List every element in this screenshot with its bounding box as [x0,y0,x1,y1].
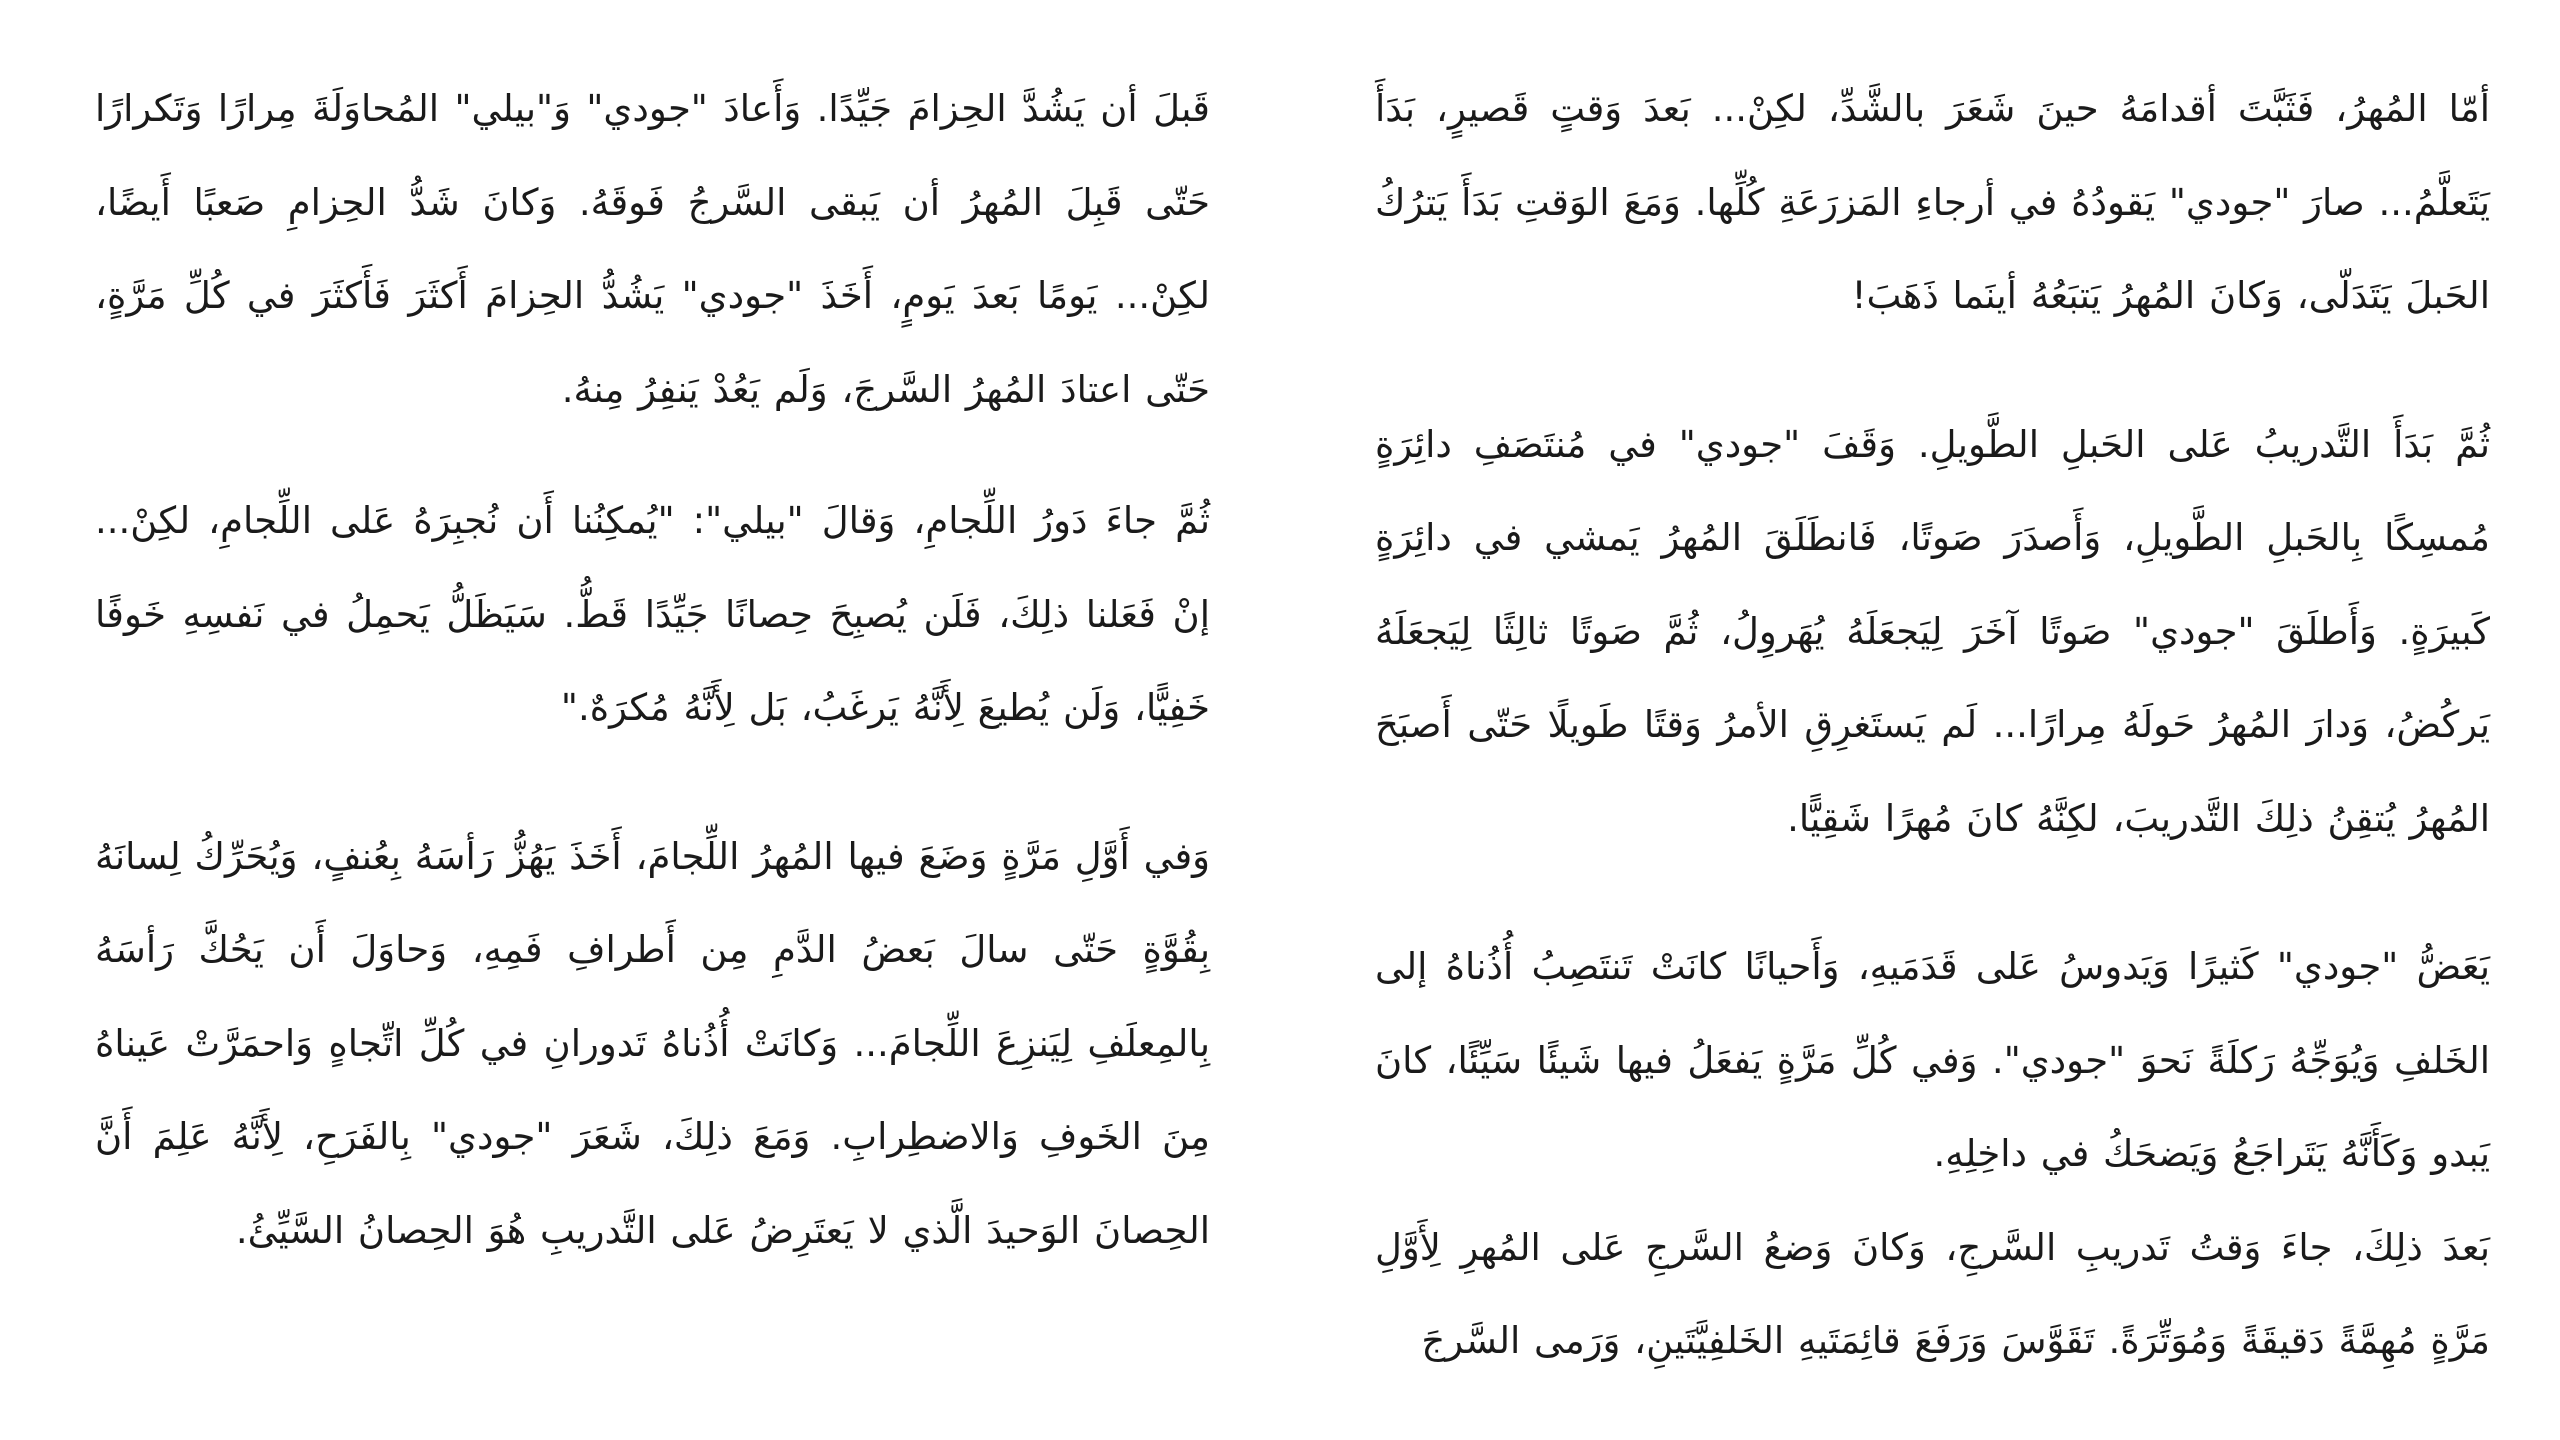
paragraph: يَعَضُّ "جودي" كَثيرًا وَيَدوسُ عَلى قَدَمَيهِ، وَأَحيانًا كانَتْ تَنتَصِبُ أُذُناهُ إلى الخَلفِ وَيُوَجِّهُ رَكلَةً نَحوَ "جودي". وَفي كُلِّ مَرَّةٍ يَفعَلُ فيها شَيئًا سَيِّئًا، كانَ يَبدو وَكَأَنَّهُ يَتَراجَعُ وَيَضحَكُ في داخِلِهِ. [1375,945,2490,1175]
paragraph: قَبلَ أن يَشُدَّ الحِزامَ جَيِّدًا. وَأَعادَ "جودي" وَ"بيلي" المُحاوَلَةَ مِرارًا وَتَكرارًا حَتّى قَبِلَ المُهرُ أن يَبقى السَّرجُ فَوقَهُ. وَكانَ شَدُّ الحِزامِ صَعبًا أَيضًا، لكِنْ... يَومًا بَعدَ يَومٍ، أَخَذَ "جودي" يَشُدُّ الحِزامَ أَكثَرَ فَأَكثَرَ في كُلِّ مَرَّةٍ، حَتّى اعتادَ المُهرُ السَّرجَ، وَلَم يَعُدْ يَنفِرُ مِنهُ. [95,87,1210,411]
paragraph: وَفي أَوَّلِ مَرَّةٍ وَضَعَ فيها المُهرُ اللِّجامَ، أَخَذَ يَهُزُّ رَأسَهُ بِعُنفٍ، وَيُحَرِّكُ لِسانَهُ بِقُوَّةٍ حَتّى سالَ بَعضُ الدَّمِ مِن أَطرافِ فَمِهِ، وَحاوَلَ أَن يَحُكَّ رَأسَهُ بِالمِعلَفِ لِيَنزِعَ اللِّجامَ... وَكانَتْ أُذُناهُ تَدورانِ في كُلِّ اتِّجاهٍ وَاحمَرَّتْ عَيناهُ مِنَ الخَوفِ وَالاضطِرابِ. وَمَعَ ذلِكَ، شَعَرَ "جودي" بِالفَرَحِ، لِأَنَّهُ عَلِمَ أَنَّ الحِصانَ الوَحيدَ الَّذي لا يَعتَرِضُ عَلى التَّدريبِ هُوَ الحِصانُ السَّيِّئُ. [95,834,1210,1252]
paragraph: أمّا المُهرُ، فَثَبَّتَ أقدامَهُ حينَ شَعَرَ بالشَّدِّ، لكِنْ... بَعدَ وَقتٍ قَصيرٍ، بَدَأَ يَتَعلَّمُ... صارَ "جودي" يَقودُهُ في أرجاءِ المَزرَعَةِ كُلِّها. وَمَعَ الوَقتِ بَدَأَ يَترُكُ الحَبلَ يَتَدَلّى، وَكانَ المُهرُ يَتبَعُهُ أينَما ذَهَبَ! [1375,87,2490,317]
paragraph: بَعدَ ذلِكَ، جاءَ وَقتُ تَدريبِ السَّرجِ، وَكانَ وَضعُ السَّرجِ عَلى المُهرِ لِأَوَّلِ مَرَّةٍ مُهِمَّةً دَقيقَةً وَمُوَتِّرَةً. تَقَوَّسَ وَرَفَعَ قائِمَتَيهِ الخَلفِيَّتَينِ، وَرَمى السَّرجَ [1375,1225,2490,1362]
paragraph: ثُمَّ جاءَ دَورُ اللِّجامِ، وَقالَ "بيلي": "يُمكِنُنا أَن نُجبِرَهُ عَلى اللِّجامِ، لكِنْ... إنْ فَعَلنا ذلِكَ، فَلَن يُصبِحَ حِصانًا جَيِّدًا قَطُّ. سَيَظَلُّ يَحمِلُ في نَفسِهِ خَوفًا خَفِيًّا، وَلَن يُطيعَ لِأَنَّهُ يَرغَبُ، بَل لِأَنَّهُ مُكرَهٌ." [95,499,1210,729]
paragraph: ثُمَّ بَدَأَ التَّدريبُ عَلى الحَبلِ الطَّويلِ. وَقَفَ "جودي" في مُنتَصَفِ دائِرَةٍ مُمسِكًا بِالحَبلِ الطَّويلِ، وَأَصدَرَ صَوتًا، فَانطَلَقَ المُهرُ يَمشي في دائِرَةٍ كَبيرَةٍ. وَأَطلَقَ "جودي" صَوتًا آخَرَ لِيَجعَلَهُ يُهَروِلُ، ثُمَّ صَوتًا ثالِثًا لِيَجعَلَهُ يَركُضُ، وَدارَ المُهرُ حَولَهُ مِرارًا... لَم يَستَغرِقِ الأمرُ وَقتًا طَويلًا حَتّى أَصبَحَ المُهرُ يُتقِنُ ذلِكَ التَّدريبَ، لكِنَّهُ كانَ مُهرًا شَقِيًّا. [1375,422,2490,840]
right-page [1280,0,2560,1440]
